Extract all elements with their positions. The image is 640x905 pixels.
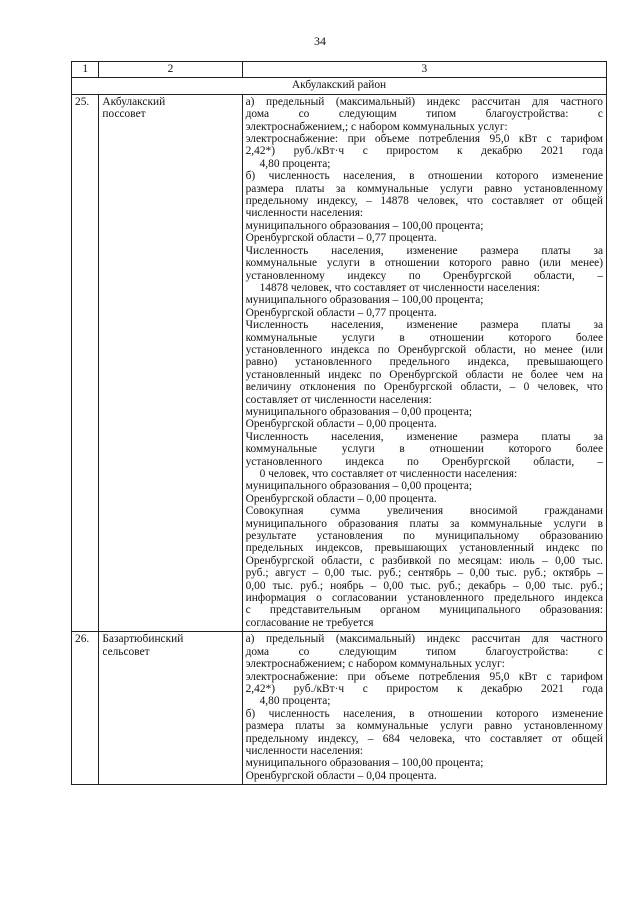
description-line: электроснабжением; с набором коммунальных услуг: <box>245 658 505 671</box>
description-line: Численность населения, изменение размера платы за <box>245 430 603 443</box>
description-line: а) предельный (максимальный) индекс рассчитан для частного <box>245 95 603 108</box>
description-line: электроснабжение: при объеме потребления 95,0 кВт с тарифом <box>245 133 603 146</box>
column-header-2: 2 <box>99 62 242 78</box>
description-line: информация о согласовании установленного предельного индекса <box>245 592 603 605</box>
description-line: численности населения: <box>245 744 364 757</box>
description-line: б) численность населения, в отношении которого изменение <box>245 170 603 183</box>
description-line: б) численность населения, в отношении которого изменение <box>245 707 603 720</box>
description-line: Оренбургской области, с разбивкой по месяцам: июль – 0,00 тыс. <box>245 554 603 567</box>
row-number: 25. <box>72 94 99 631</box>
description-line: установленного индекса по Оренбургской области, – <box>245 455 603 468</box>
description-line: согласование не требуется <box>245 616 374 629</box>
description-line: а) предельный (максимальный) индекс рассчитан для частного <box>245 633 603 646</box>
description-line: установленный индекс по Оренбургской области не более чем на <box>245 368 603 381</box>
description-line: 0 человек, что составляет от численности населения: <box>259 468 518 480</box>
page-number: 34 <box>314 34 326 48</box>
description-line: величину отклонения по Оренбургской области, – 0 человек, что <box>245 381 603 394</box>
description-line: муниципального образования – 0,00 процента; <box>245 480 473 493</box>
table-row <box>72 632 607 785</box>
row-number: 26. <box>72 632 99 785</box>
description-line: Численность населения, изменение размера платы за <box>245 244 603 257</box>
description-line: 4,80 процента; <box>259 695 331 708</box>
municipality-name-line: поссовет <box>102 108 146 121</box>
description-line: предельных индексов, превышающих установленный индекс по <box>245 542 603 555</box>
description-line: 0,00 тыс. руб.; ноябрь – 0,00 тыс. руб.; декабрь – 0,00 тыс. руб.; <box>245 579 603 592</box>
description-line: установленного индекса по Оренбургской области, но менее (или <box>245 343 603 356</box>
description-line: Оренбургской области – 0,77 процента. <box>245 306 437 319</box>
description-line: дома со следующим типом благоустройства: с <box>245 108 603 121</box>
description-line: 14878 человек, что составляет от численности населения: <box>259 281 540 294</box>
description-line: коммунальные услуги в отношении которого равно (или менее) <box>245 257 603 270</box>
description-line: Оренбургской области – 0,77 процента. <box>245 232 437 245</box>
description-line: размера платы за коммунальные услуги равно установленному <box>245 182 603 195</box>
index-description <box>242 632 606 785</box>
description-line: 4,80 процента; <box>259 157 331 170</box>
description-line: Совокупная сумма увеличения вносимой гражданами <box>245 505 603 518</box>
description-line: численности населения: <box>245 207 364 220</box>
column-header-1: 1 <box>72 62 99 78</box>
description-line: предельному индексу, – 14878 человек, что составляет от общей <box>245 195 603 208</box>
municipality-name-line: сельсовет <box>102 645 150 658</box>
description-line: результате установления по муниципальному образованию <box>245 530 603 543</box>
description-line: Оренбургской области – 0,04 процента. <box>245 769 437 782</box>
municipality-name-line: Акбулакский <box>102 95 166 108</box>
description-line: муниципального образования платы за коммунальные услуги в <box>245 517 603 530</box>
description-line: установленному индексу по Оренбургской области, – <box>245 269 603 282</box>
description-line: руб.; август – 0,00 тыс. руб.; сентябрь – 0,00 тыс. руб.; октябрь – <box>245 567 603 580</box>
section-title: Акбулакский район <box>72 78 607 94</box>
description-line: муниципального образования – 100,00 процента; <box>245 219 484 232</box>
description-line: электроснабжением,; с набором коммунальных услуг: <box>245 120 508 133</box>
description-line: муниципального образования – 100,00 процента; <box>245 757 484 770</box>
description-line: коммунальные услуги в отношении которого более <box>245 331 603 344</box>
municipality-name-line: Базартюбинский <box>102 633 184 646</box>
description-line: 2,42*) руб./кВт·ч с приростом к декабрю 2021 года <box>245 682 603 695</box>
description-line: муниципального образования – 0,00 процента; <box>245 405 473 418</box>
document-table <box>71 61 607 785</box>
description-line: Численность населения, изменение размера платы за <box>245 319 603 332</box>
description-line: равно) установленного предельного индекса, превышающего <box>245 356 603 369</box>
index-description <box>242 94 606 631</box>
table-row <box>72 94 607 631</box>
section-row <box>72 78 607 94</box>
description-line: коммунальные услуги в отношении которого более <box>245 443 603 456</box>
table-header-row <box>72 62 607 78</box>
description-line: составляет от численности населения: <box>245 393 432 406</box>
description-line: предельному индексу, – 684 человека, что составляет от общей <box>245 732 603 745</box>
description-line: размера платы за коммунальные услуги равно установленному <box>245 720 603 733</box>
description-line: Оренбургской области – 0,00 процента. <box>245 418 437 431</box>
description-line: 2,42*) руб./кВт·ч с приростом к декабрю 2021 года <box>245 145 603 158</box>
description-line: с представительным органом муниципального образования: <box>245 604 603 617</box>
municipality-name <box>99 632 242 785</box>
description-line: Оренбургской области – 0,00 процента. <box>245 492 437 505</box>
municipality-name <box>99 94 242 631</box>
description-line: муниципального образования – 100,00 процента; <box>245 294 484 307</box>
description-line: дома со следующим типом благоустройства: с <box>245 645 603 658</box>
description-line: электроснабжение: при объеме потребления 95,0 кВт с тарифом <box>245 670 603 683</box>
column-header-3: 3 <box>242 62 606 78</box>
